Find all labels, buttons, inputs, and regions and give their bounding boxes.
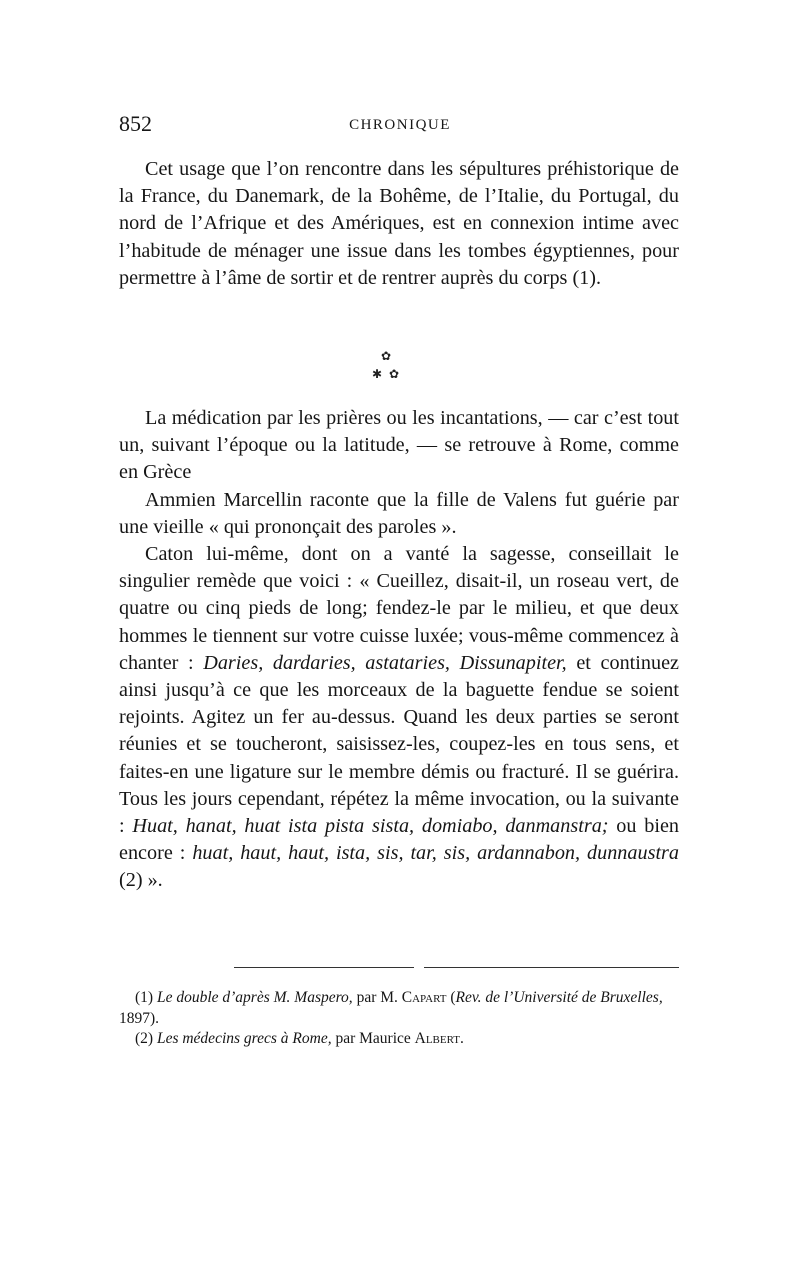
footnote-1-author: Capart	[401, 989, 447, 1006]
asterism	[370, 348, 400, 384]
footnote-rule-right	[424, 967, 679, 968]
footnote-1-title: Le double d’après M. Maspero,	[156, 989, 353, 1006]
asterism-star-right: ✿	[389, 367, 400, 381]
footnotes	[119, 988, 679, 1050]
footnote-2-author: Albert.	[414, 1030, 464, 1047]
text-block-main	[119, 405, 679, 895]
paragraph-4-text-3: ou bien encore :	[119, 815, 680, 865]
paragraph-3: Ammien Marcellin raconte que la fille de Valens fut guérie par une vieille « qui prononçait des paroles ».	[119, 488, 679, 538]
paragraph-1: Cet usage que l’on rencontre dans les sépultures préhistorique de la France, du Danemark, de la Bohême, de l’Italie, du Portugal, du nord de l’Afrique et des Amériques, est en connexion intime avec l’habitude de ménager une issue dans les tombes égyptiennes, pour permettre à l’âme de sortir et de rentrer auprès du corps (1).	[119, 158, 679, 289]
footnote-1-number: (1)	[135, 989, 154, 1006]
page-number: 852	[119, 111, 152, 136]
incantation-1: Daries, dardaries, astataries, Dissunapiter,	[203, 651, 567, 674]
paragraph-4-text-4: (2) ».	[119, 869, 163, 892]
paragraph-4	[119, 541, 679, 895]
paragraph-4-text-1: Caton lui-même, dont on a vanté la sagesse, conseillait le singulier remède que voici : « Cueillez, disait-il, un roseau vert, de quatre ou cinq pieds de long; fendez-le par le milieu, et que deux hommes le tiennent sur votre cuisse luxée; vous-même commencez à chanter :	[119, 543, 679, 674]
footnote-2-title: Les médecins grecs à Rome,	[156, 1030, 332, 1047]
footnote-1-journal: Rev. de l’Université de Bruxelles,	[455, 989, 663, 1006]
incantation-3: huat, haut, haut, ista, sis, tar, sis, ardannabon, dunnaustra	[192, 842, 680, 865]
footnote-1-year: 1897).	[119, 1009, 160, 1027]
footnote-2	[119, 1029, 679, 1050]
paragraph-2: La médication par les prières ou les incantations, — car c’est tout un, suivant l’époque ou la latitude, — se retrouve à Rome, comme en Grèce	[119, 407, 679, 484]
footnote-1-by: par M.	[356, 989, 398, 1006]
incantation-2: Huat, hanat, huat ista pista sista, domiabo, danmanstra;	[132, 815, 609, 838]
text-block-top	[119, 156, 679, 292]
asterism-star-top: ✿	[381, 349, 392, 363]
asterism-star-left: ✱	[372, 367, 383, 381]
running-head: CHRONIQUE	[349, 117, 451, 133]
footnote-2-number: (2)	[135, 1030, 154, 1047]
paragraph-4-text-2: et continuez ainsi jusqu’à ce que les morceaux de la baguette fendue se soient rejoints. Agitez un fer au-dessus. Quand les deux parties se seront réunies et se toucheront, saisissez-les, coupez-les en tous sens, et faites-en une ligature sur le membre démis ou fracturé. Il se guérira. Tous les jours cependant, répétez la même invocation, ou la suivante :	[119, 651, 680, 838]
footnote-2-by: par Maurice	[335, 1030, 411, 1047]
footnote-1	[119, 988, 679, 1029]
footnote-rule-left	[234, 967, 414, 968]
footnote-1-paren: (	[450, 989, 456, 1006]
